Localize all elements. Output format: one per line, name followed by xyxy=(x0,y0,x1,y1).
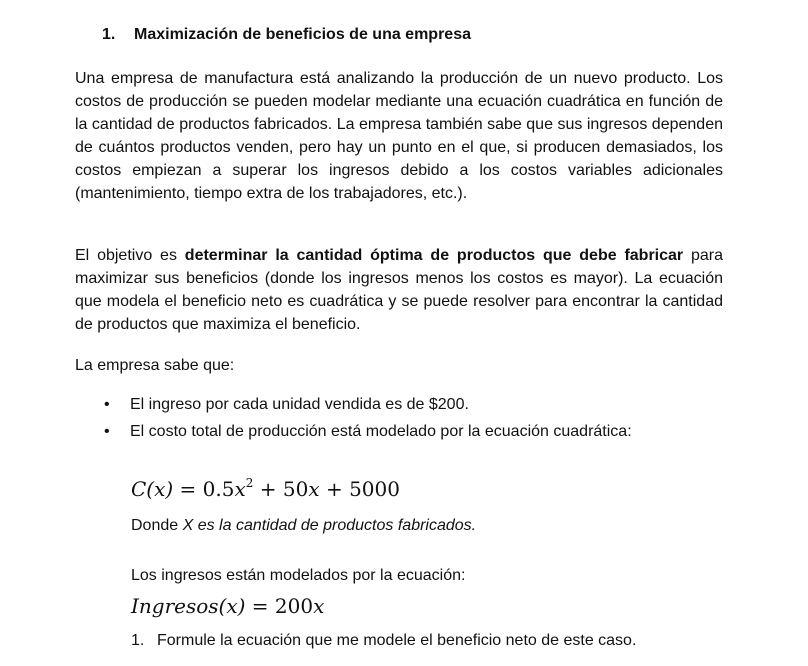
list-item xyxy=(104,420,632,443)
income-formula-var: x xyxy=(313,594,325,618)
task-item xyxy=(131,629,636,652)
cost-formula-var: x xyxy=(234,477,246,501)
cost-formula xyxy=(131,476,400,501)
cost-formula-tail: + 5000 xyxy=(319,477,400,501)
donde-rest: es la cantidad de productos fabricados. xyxy=(193,517,477,534)
donde-var: X xyxy=(182,517,194,534)
objective-text-bold: determinar la cantidad óptima de productos que debe fabricar xyxy=(184,247,684,264)
bullet-icon: • xyxy=(104,396,110,413)
income-formula-num: 200 xyxy=(274,594,314,618)
objective-text-after: para maximizar sus beneficios (donde los ingresos menos los costos es mayor). La ecuación que modela el beneficio neto es cuadrática y se puede resolver para encontrar la cantidad de productos que maximiza el beneficio. xyxy=(75,247,724,333)
income-intro: Los ingresos están modelados por la ecuación: xyxy=(131,567,466,584)
bullet-text-cost: El costo total de producción está modelado por la ecuación cuadrática: xyxy=(130,423,632,440)
heading-title: Maximización de beneficios de una empresa xyxy=(134,26,471,43)
objective-text-before: El objetivo es xyxy=(75,247,185,264)
donde-prefix: Donde xyxy=(131,517,183,534)
cost-formula-rest: + 50 xyxy=(253,477,309,501)
bullet-text-income: El ingreso por cada unidad vendida es de $200. xyxy=(130,396,469,413)
task-text: Formule la ecuación que me modele el beneficio neto de este caso. xyxy=(157,632,637,649)
task-number: 1. xyxy=(131,632,145,649)
cost-formula-exponent: 2 xyxy=(245,476,254,490)
list-item xyxy=(104,393,469,416)
income-formula-equals: = xyxy=(245,594,275,618)
heading-number: 1. xyxy=(102,26,116,43)
income-formula xyxy=(131,594,324,618)
cost-formula-equals: = xyxy=(173,477,203,501)
intro-paragraph: Una empresa de manufactura está analizando la producción de un nuevo producto. Los costos de producción se pueden modelar mediante una ecuación cuadrática en función de la cantidad de productos fabricados. La empresa también sabe que sus ingresos dependen de cuántos productos venden, pero hay un punto en el que, si producen demasiados, los costos empiezan a superar los ingresos debido a los costos variables adicionales (mantenimiento, tiempo extra de los trabajadores, etc.). xyxy=(75,70,723,202)
income-formula-lhs: Ingresos(x) xyxy=(131,594,246,618)
cost-formula-coef: 0.5 xyxy=(202,477,235,501)
cost-formula-var2: x xyxy=(308,477,320,501)
variable-definition xyxy=(131,514,476,537)
bullet-icon: • xyxy=(104,423,110,440)
company-knows-paragraph: La empresa sabe que: xyxy=(75,357,235,374)
section-heading xyxy=(102,26,471,44)
objective-paragraph xyxy=(75,244,723,336)
cost-formula-lhs: C(x) xyxy=(131,477,174,501)
